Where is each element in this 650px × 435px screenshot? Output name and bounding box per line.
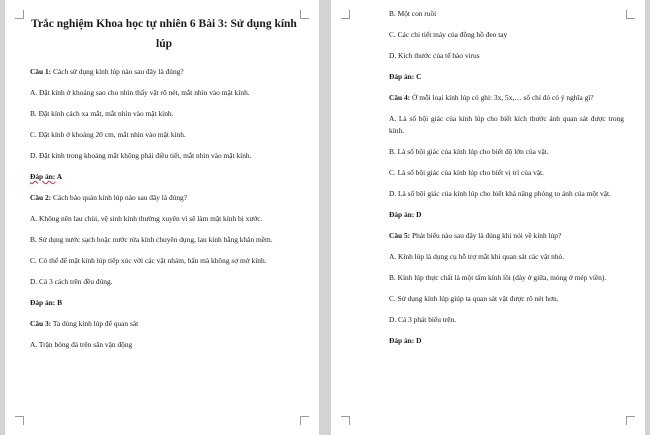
answer-option: D. Đặt kính trong khoảng mắt không phải điều tiết, mắt nhìn vào mặt kính. [30,151,252,160]
question-label: Câu 2: [30,193,52,202]
answer-option: B. Một con ruồi [389,9,437,18]
correct-answer [389,71,624,83]
answer-value: B [55,298,63,307]
answer-option: C. Sử dụng kính lúp giúp ta quan sát vật được rõ nét hơn. [389,294,559,303]
margin-marker [626,10,635,19]
answer-label: Đáp án: [30,172,56,181]
question [389,230,624,242]
margin-marker [341,416,350,425]
question-text: Ở mỗi loại kính lúp có ghi: 3x, 5x,… số chỉ đó có ý nghĩa gì? [410,93,594,102]
answer-option: B. Là số bội giác của kính lúp cho biết độ lớn của vật. [389,147,549,156]
answer-option: C. Có thể để mặt kính lúp tiếp xúc với các vật nhám, bẩn mà không sợ mờ kính. [30,256,267,265]
question-text: Cách sử dụng kính lúp nào sau đây là đúng? [51,67,184,76]
correct-answer [389,209,624,221]
question-text: Phát biểu nào sau đây là đúng khi nói về kính lúp? [410,231,562,240]
answer-label: Đáp án: [30,298,56,307]
answer-option: D. Kích thước của tế bào virus [389,51,480,60]
document-title: Trắc nghiệm Khoa học tự nhiên 6 Bài 3: Sử dụng kính lúp [31,18,297,50]
question-label: Câu 5: [389,231,411,240]
margin-marker [300,10,309,19]
correct-answer [389,335,624,347]
correct-answer [30,297,298,309]
answer-option: D. Cả 3 phát biểu trên. [389,315,457,324]
margin-marker [300,416,309,425]
answer-label: Đáp án: [389,72,415,81]
answer-option: A. Không nên lau chùi, vệ sinh kính thường xuyên vì sẽ làm mặt kính bị xước. [30,214,263,223]
answer-option: B. Đặt kính cách xa mắt, mắt nhìn vào mặt kính. [30,109,174,118]
question [30,66,298,78]
answer-value: D [414,210,422,219]
answer-value: A [55,172,63,181]
answer-option: A. Đặt kính ở khoảng sao cho nhìn thấy vật rõ nét, mắt nhìn vào mặt kính. [30,88,250,97]
question [389,92,624,104]
answer-option: C. Đặt kính ở khoảng 20 cm, mắt nhìn vào mặt kính. [30,130,186,139]
answer-option: A. Trận bóng đá trên sân vận động [30,340,133,349]
answer-option: C. Các chi tiết máy của đồng hồ đeo tay [389,30,508,39]
margin-marker [626,416,635,425]
page-content-right [389,8,624,347]
page-content-left [30,66,298,351]
question [30,318,298,330]
question-text: Ta dùng kính lúp để quan sát [51,319,139,328]
answer-label: Đáp án: [389,210,415,219]
question-label: Câu 4: [389,93,411,102]
answer-value: C [414,72,422,81]
question [30,192,298,204]
answer-option: B. Kính lúp thực chất là một tấm kính lồi (dày ở giữa, mỏng ở mép viền). [389,273,607,282]
answer-option: D. Cả 3 cách trên đều đúng. [30,277,113,286]
answer-option: D. Là số bội giác của kính lúp cho biết khả năng phóng to ảnh của một vật. [389,189,611,198]
answer-option: B. Sử dụng nước sạch hoặc nước rửa kính chuyên dụng, lau kính bằng khăn mềm. [30,235,273,244]
question-text: Cách bảo quản kính lúp nào sau đây là đúng? [51,193,188,202]
answer-option: A. Là số bội giác của kính lúp cho biết kích thước ảnh quan sát được trong kính. [389,114,624,135]
document-page-right [331,0,645,435]
document-page-left [5,0,319,435]
margin-marker [15,10,24,19]
question-label: Câu 3: [30,319,52,328]
answer-label: Đáp án: [389,336,415,345]
answer-value: D [414,336,422,345]
answer-option: A. Kính lúp là dụng cụ hỗ trợ mắt khi quan sát các vật nhỏ. [389,252,565,261]
question-label: Câu 1: [30,67,52,76]
margin-marker [15,416,24,425]
margin-marker [341,10,350,19]
correct-answer [30,171,298,183]
answer-option: C. Là số bội giác của kính lúp cho biết vị trí của vật. [389,168,544,177]
